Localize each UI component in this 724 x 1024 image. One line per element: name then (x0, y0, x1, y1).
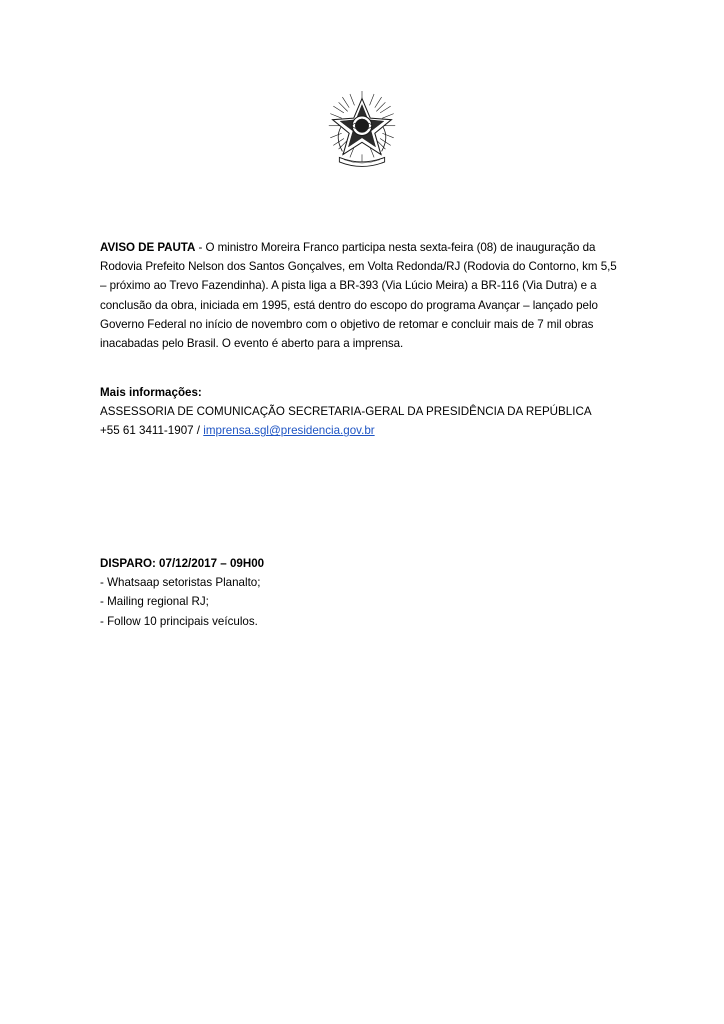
contact-phone: +55 61 3411-1907 / (100, 424, 204, 438)
notice-paragraph (100, 238, 624, 353)
more-info-block (100, 383, 640, 441)
more-info-organization: ASSESSORIA DE COMUNICAÇÃO SECRETARIA-GERAL DA PRESIDÊNCIA DA REPÚBLICA (100, 405, 592, 419)
notice-lead-separator: - (195, 241, 206, 254)
notice-lead-label: AVISO DE PAUTA (100, 241, 196, 254)
coat-of-arms-container (0, 88, 724, 174)
dispatch-item: - Whatsaap setoristas Planalto; (100, 576, 261, 590)
more-info-title: Mais informações: (100, 386, 202, 399)
contact-email-link[interactable]: imprensa.sgl@presidencia.gov.br (203, 424, 375, 438)
dispatch-block (100, 554, 640, 631)
notice-paragraph-text: O ministro Moreira Franco participa nesta sexta-feira (08) de inauguração da Rodovia Prefeito Nelson dos Santos Gonçalves, em Volta Redonda/RJ (Rodovia do Contorno, km 5,5 – próximo ao Trevo Fazendinha). A pista liga a BR-393 (Via Lúcio Meira) a BR-116 (Via Dutra) e a conclusão da obra, iniciada em 1995, está dentro do escopo do programa Avançar – lançado pelo Governo Federal no início de novembro com o objetivo de retomar e concluir mais de 7 mil obras inacabadas pelo Brasil. O evento é aberto para a imprensa. (100, 241, 617, 351)
dispatch-title: DISPARO: 07/12/2017 – 09H00 (100, 557, 265, 570)
more-info-contact (100, 421, 640, 440)
dispatch-item: - Mailing regional RJ; (100, 595, 209, 609)
notice-body (100, 238, 624, 353)
brazil-coat-of-arms-icon (324, 88, 400, 174)
dispatch-item: - Follow 10 principais veículos. (100, 614, 258, 628)
